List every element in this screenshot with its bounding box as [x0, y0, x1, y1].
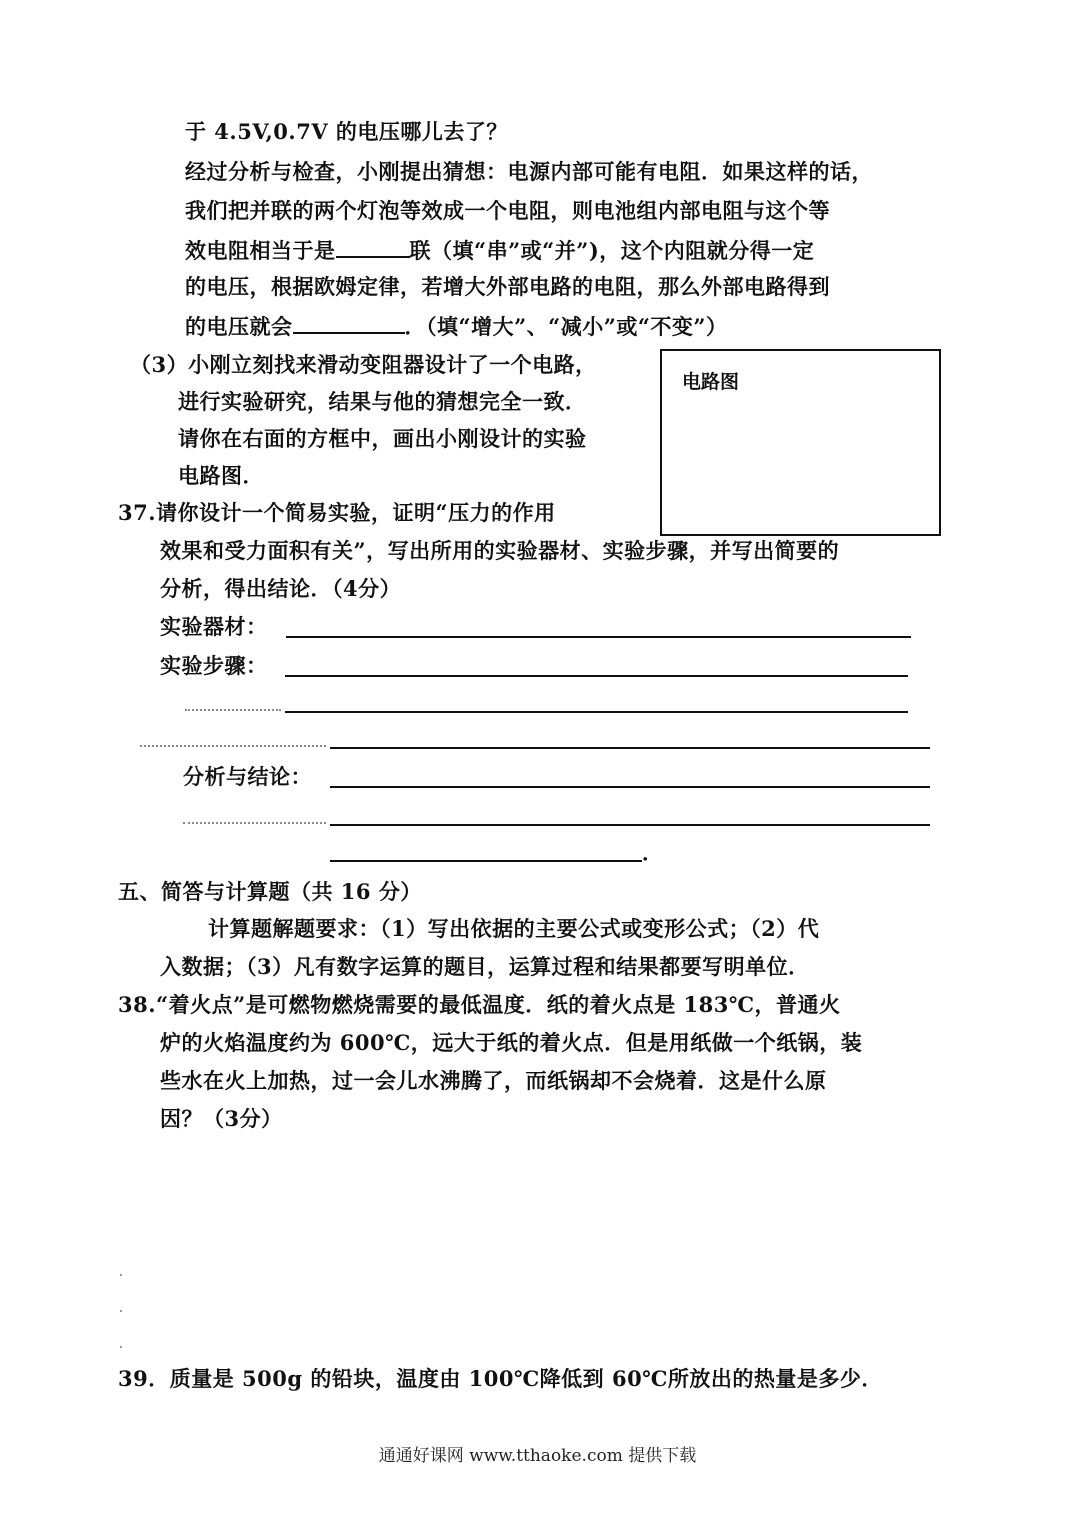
analysis-label: 分析与结论： [183, 764, 312, 789]
q36-line-5: 的电压，根据欧姆定律，若增大外部电路的电阻，那么外部电路得到 [185, 274, 830, 299]
q36-line-4 [185, 234, 814, 266]
steps-answer-line-1[interactable] [285, 675, 908, 677]
scan-mark [120, 1310, 122, 1312]
circuit-diagram-answer-box[interactable] [660, 349, 941, 536]
dotted-leader [140, 745, 326, 747]
steps-answer-line-3[interactable] [330, 747, 930, 749]
steps-label: 实验步骤： [160, 653, 268, 678]
q36-line-2: 经过分析与检查，小刚提出猜想：电源内部可能有电阻．如果这样的话， [185, 159, 873, 184]
scan-mark [120, 1346, 122, 1348]
q36-line-6-end: ．（填“增大”、“减小”或“不变”） [404, 314, 728, 339]
materials-label: 实验器材： [160, 614, 268, 639]
q36-line-4-end: 联（填“串”或“并”)，这个内阻就分得一定 [409, 238, 815, 263]
q38-line-1: 38.“着火点”是可燃物燃烧需要的最低温度．纸的着火点是 183℃，普通火 [118, 992, 841, 1017]
q36-part3-line-2: 进行实验研究，结果与他的猜想完全一致． [178, 389, 587, 414]
q36-part3-line-4: 电路图． [178, 463, 264, 488]
section-5-requirements-line-2: 入数据；（3）凡有数字运算的题目，运算过程和结果都要写明单位． [160, 954, 810, 979]
circuit-diagram-label: 电路图 [682, 371, 740, 393]
steps-answer-line-2[interactable] [285, 711, 908, 713]
q38-line-3: 些水在火上加热，过一会儿水沸腾了，而纸锅却不会烧着．这是什么原 [160, 1068, 827, 1093]
q36-part3-line-3: 请你在右面的方框中，画出小刚设计的实验 [178, 426, 587, 451]
page-footer: 通通好课网 www.tthaoke.com 提供下载 [378, 1446, 697, 1466]
q36-part3-line-1: （3）小刚立刻找来滑动变阻器设计了一个电路， [130, 352, 597, 377]
q36-line-1: 于 4.5V,0.7V 的电压哪儿去了？ [185, 119, 508, 144]
q36-line-6 [185, 310, 727, 342]
answer-blank-series-parallel[interactable] [336, 234, 410, 258]
analysis-answer-line-3[interactable] [330, 860, 642, 862]
q38-line-2: 炉的火焰温度约为 600℃，远大于纸的着火点．但是用纸做一个纸锅，装 [160, 1030, 863, 1055]
q36-line-3: 我们把并联的两个灯泡等效成一个电阻，则电池组内部电阻与这个等 [185, 198, 830, 223]
section-5-heading: 五、简答与计算题（共 16 分） [118, 879, 422, 904]
q39-line-1: 39．质量是 500g 的铅块，温度由 100℃降低到 60℃所放出的热量是多少． [118, 1366, 883, 1391]
dotted-leader [185, 709, 281, 711]
scan-mark [120, 1274, 122, 1276]
section-5-requirements-line-1: 计算题解题要求：（1）写出依据的主要公式或变形公式；（2）代 [208, 916, 820, 941]
dotted-leader [183, 822, 326, 824]
analysis-answer-line-2[interactable] [330, 824, 930, 826]
analysis-answer-line-1[interactable] [330, 786, 930, 788]
q36-line-4-start: 效电阻相当于是 [185, 238, 336, 263]
answer-blank-voltage-change[interactable] [293, 310, 405, 334]
q37-line-3: 分析，得出结论．（4分） [160, 576, 402, 601]
q38-line-4: 因？（3分） [160, 1106, 283, 1131]
analysis-end-period: ． [642, 840, 664, 865]
q37-line-2: 效果和受力面积有关”，写出所用的实验器材、实验步骤，并写出简要的 [160, 538, 840, 563]
materials-answer-line[interactable] [286, 636, 911, 638]
q37-line-1: 37.请你设计一个简易实验，证明“压力的作用 [118, 500, 556, 525]
q36-line-6-start: 的电压就会 [185, 314, 293, 339]
